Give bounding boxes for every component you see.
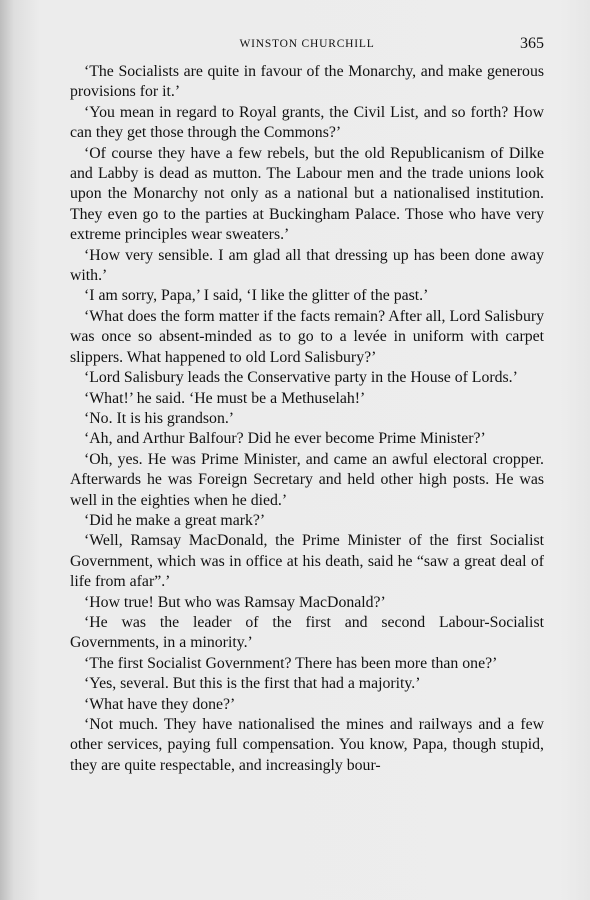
page-header (70, 35, 544, 58)
paragraph: ‘He was the leader of the first and second Labour-Socialist Governments, in a minority.’ (70, 613, 544, 652)
paragraph: ‘Lord Salisbury leads the Conservative party in the House of Lords.’ (84, 369, 518, 387)
paragraph: ‘You mean in regard to Royal grants, the Civil List, and so forth? How can they get those through the Commons?’ (70, 103, 544, 142)
paragraph: ‘How very sensible. I am glad all that dressing up has been done away with.’ (70, 246, 544, 285)
paragraph: ‘Well, Ramsay MacDonald, the Prime Minister of the first Socialist Government, which was in office at his death, said he “saw a great deal of life from afar”.’ (70, 532, 544, 591)
paragraph: ‘What does the form matter if the facts remain? After all, Lord Salisbury was once so absent-minded as to go to a levée in uniform with carpet slippers. What happened to old Lord Salisbury?’ (70, 307, 544, 366)
paragraph: ‘Ah, and Arthur Balfour? Did he ever become Prime Minister?’ (84, 430, 486, 448)
paragraph: ‘Yes, several. But this is the first that had a majority.’ (84, 675, 421, 693)
paragraph: ‘Of course they have a few rebels, but the old Republicanism of Dilke and Labby is dead as mutton. The Labour men and the trade unions look upon the Monarchy not only as a national but a nationalised institution. They even go to the parties at Buckingham Palace. Those who have very extreme principles wear sweaters.’ (70, 144, 544, 244)
paragraph: ‘How true! But who was Ramsay MacDonald?’ (84, 593, 386, 611)
body-text (70, 62, 544, 776)
paragraph: ‘What!’ he said. ‘He must be a Methuselah!’ (84, 389, 366, 407)
paragraph: ‘Did he make a great mark?’ (84, 511, 266, 529)
paragraph: ‘The first Socialist Government? There has been more than one?’ (84, 654, 498, 672)
paragraph: ‘I am sorry, Papa,’ I said, ‘I like the glitter of the past.’ (84, 287, 429, 305)
paragraph: ‘No. It is his grandson.’ (84, 409, 235, 427)
paragraph: ‘Oh, yes. He was Prime Minister, and came an awful electoral cropper. Afterwards he was Foreign Secretary and held other high posts. He was well in the eighties when he died.’ (70, 450, 544, 509)
paragraph: ‘Not much. They have nationalised the mines and railways and a few other services, paying full compensation. You know, Papa, though stupid, they are quite respectable, and increasingly bour- (70, 716, 544, 774)
page-number: 365 (520, 35, 544, 52)
paragraph: ‘The Socialists are quite in favour of the Monarchy, and make generous provisions for it.’ (70, 63, 544, 101)
paragraph: ‘What have they done?’ (84, 695, 236, 713)
running-head: WINSTON CHURCHILL (239, 38, 375, 50)
